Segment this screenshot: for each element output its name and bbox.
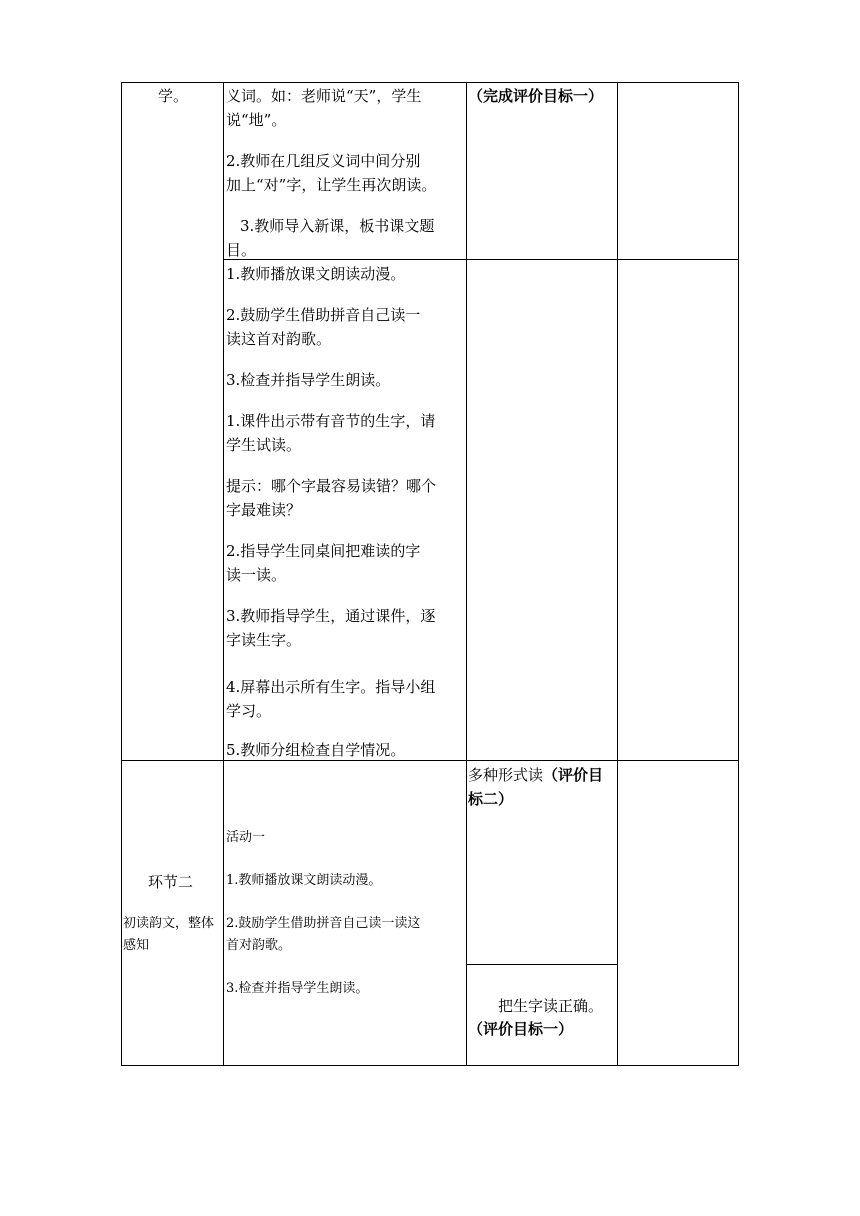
evaluation-target-text: 把生字读正确。	[498, 997, 604, 1015]
evaluation-target-text: 标二）	[468, 790, 514, 808]
table-border-top	[121, 82, 739, 83]
row-divider-2	[121, 760, 739, 761]
eval-cell-divider	[466, 964, 618, 965]
column-divider-3	[617, 82, 618, 1066]
activity-line: 字最难读？	[226, 501, 302, 519]
column-divider-1	[223, 82, 224, 1066]
table-border-left	[121, 82, 122, 1066]
activity-line: 1.教师播放课文朗读动漫。	[226, 265, 406, 283]
activity-line: 2.鼓励学生借助拼音自己读一	[226, 306, 421, 324]
activity-line: 加上“对”字，让学生再次朗读。	[226, 176, 437, 194]
activity-line: 首对韵歌。	[226, 938, 292, 953]
activity-line: 读一读。	[226, 566, 287, 584]
eval-bold-text: （评价目	[543, 766, 604, 784]
activity-line: 义词。如：老师说“天”，学生	[226, 87, 422, 105]
activity-line: 2.教师在几组反义词中间分别	[226, 152, 421, 170]
activity-line: 3.教师指导学生，通过课件，逐	[226, 607, 436, 625]
activity-line: 3.检查并指导学生朗读。	[226, 371, 391, 389]
row-divider-1	[223, 259, 739, 260]
activity-line: 3.教师导入新课，板书课文题	[240, 217, 435, 235]
activity-line: 2.鼓励学生借助拼音自己读一读这	[226, 916, 421, 931]
activity-line: 字读生字。	[226, 631, 302, 649]
activity-line: 1.教师播放课文朗读动漫。	[226, 873, 382, 888]
activity-title: 活动一	[226, 830, 266, 845]
activity-line: 说“地”。	[226, 111, 287, 129]
column-divider-2	[466, 82, 467, 1066]
segment-cell-text: 学。	[158, 87, 189, 105]
eval-normal-text: 多种形式读	[468, 766, 544, 784]
activity-line: 目。	[226, 241, 257, 259]
evaluation-target-text: （完成评价目标一）	[468, 87, 604, 105]
segment-description: 初读韵文，整体	[123, 916, 215, 931]
segment-description: 感知	[123, 938, 150, 953]
evaluation-target-text	[468, 763, 603, 787]
activity-line: 5.教师分组检查自学情况。	[226, 741, 406, 759]
activity-line: 学生试读。	[226, 436, 302, 454]
activity-line: 4.屏幕出示所有生字。指导小组	[226, 678, 436, 696]
evaluation-target-text: （评价目标一）	[468, 1020, 574, 1038]
activity-line: 3.检查并指导学生朗读。	[226, 981, 369, 996]
activity-line: 1.课件出示带有音节的生字，请	[226, 412, 436, 430]
activity-line: 提示：哪个字最容易读错？哪个	[226, 477, 437, 495]
activity-line: 2.指导学生同桌间把难读的字	[226, 542, 421, 560]
segment-title: 环节二	[148, 873, 194, 891]
table-border-right	[738, 82, 739, 1066]
activity-line: 读这首对韵歌。	[226, 330, 332, 348]
activity-line: 学习。	[226, 702, 272, 720]
table-border-bottom	[121, 1065, 739, 1066]
